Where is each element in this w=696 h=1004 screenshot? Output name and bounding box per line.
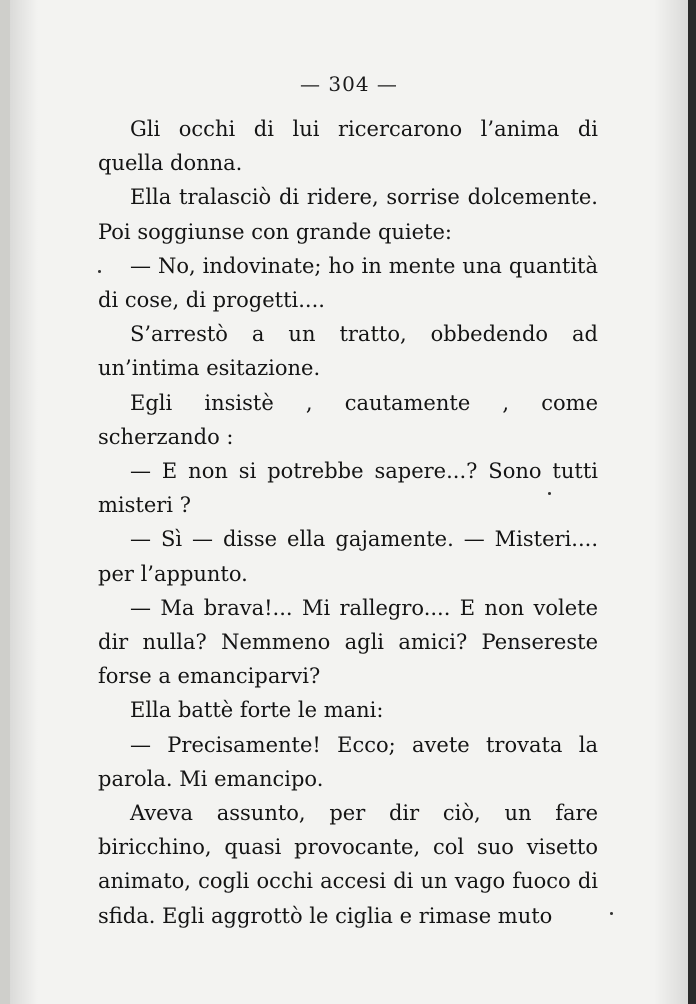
body-text (98, 112, 598, 933)
ink-speck (610, 912, 613, 915)
paragraph: Gli occhi di lui ricercarono l’anima di quella donna. (98, 117, 598, 176)
ink-speck (98, 270, 101, 273)
paragraph: — Precisamente! Ecco; avete trovata la parola. Mi emancipo. (98, 732, 598, 791)
paragraph: — E non si potrebbe sapere...? Sono tutti misteri ? (98, 459, 598, 518)
page-number: — 304 — (300, 72, 398, 96)
paragraph: — Sì — disse ella gajamente. — Misteri.... per l’appunto. (98, 527, 598, 586)
ink-speck (548, 492, 551, 495)
paragraph: — Ma brava!... Mi rallegro.... E non volete dir nulla? Nemmeno agli amici? Pensereste forse a emanciparvi? (98, 595, 598, 689)
paragraph: Ella battè forte le mani: (130, 698, 384, 723)
paragraph: Egli insistè , cautamente , come scherzando : (98, 390, 598, 449)
paragraph: S’arrestò a un tratto, obbedendo ad un’intima esitazione. (98, 322, 598, 381)
paragraph: Ella tralasciò di ridere, sorrise dolcemente. Poi soggiunse con grande quiete: (98, 185, 598, 244)
paragraph: — No, indovinate; ho in mente una quantità di cose, di progetti.... (98, 253, 598, 313)
paragraph: Aveva assunto, per dir ciò, un fare biricchino, quasi provocante, col suo visetto animato, cogli occhi accesi di un vago fuoco di sfida. Egli aggrottò le ciglia e rimase muto (98, 801, 598, 928)
